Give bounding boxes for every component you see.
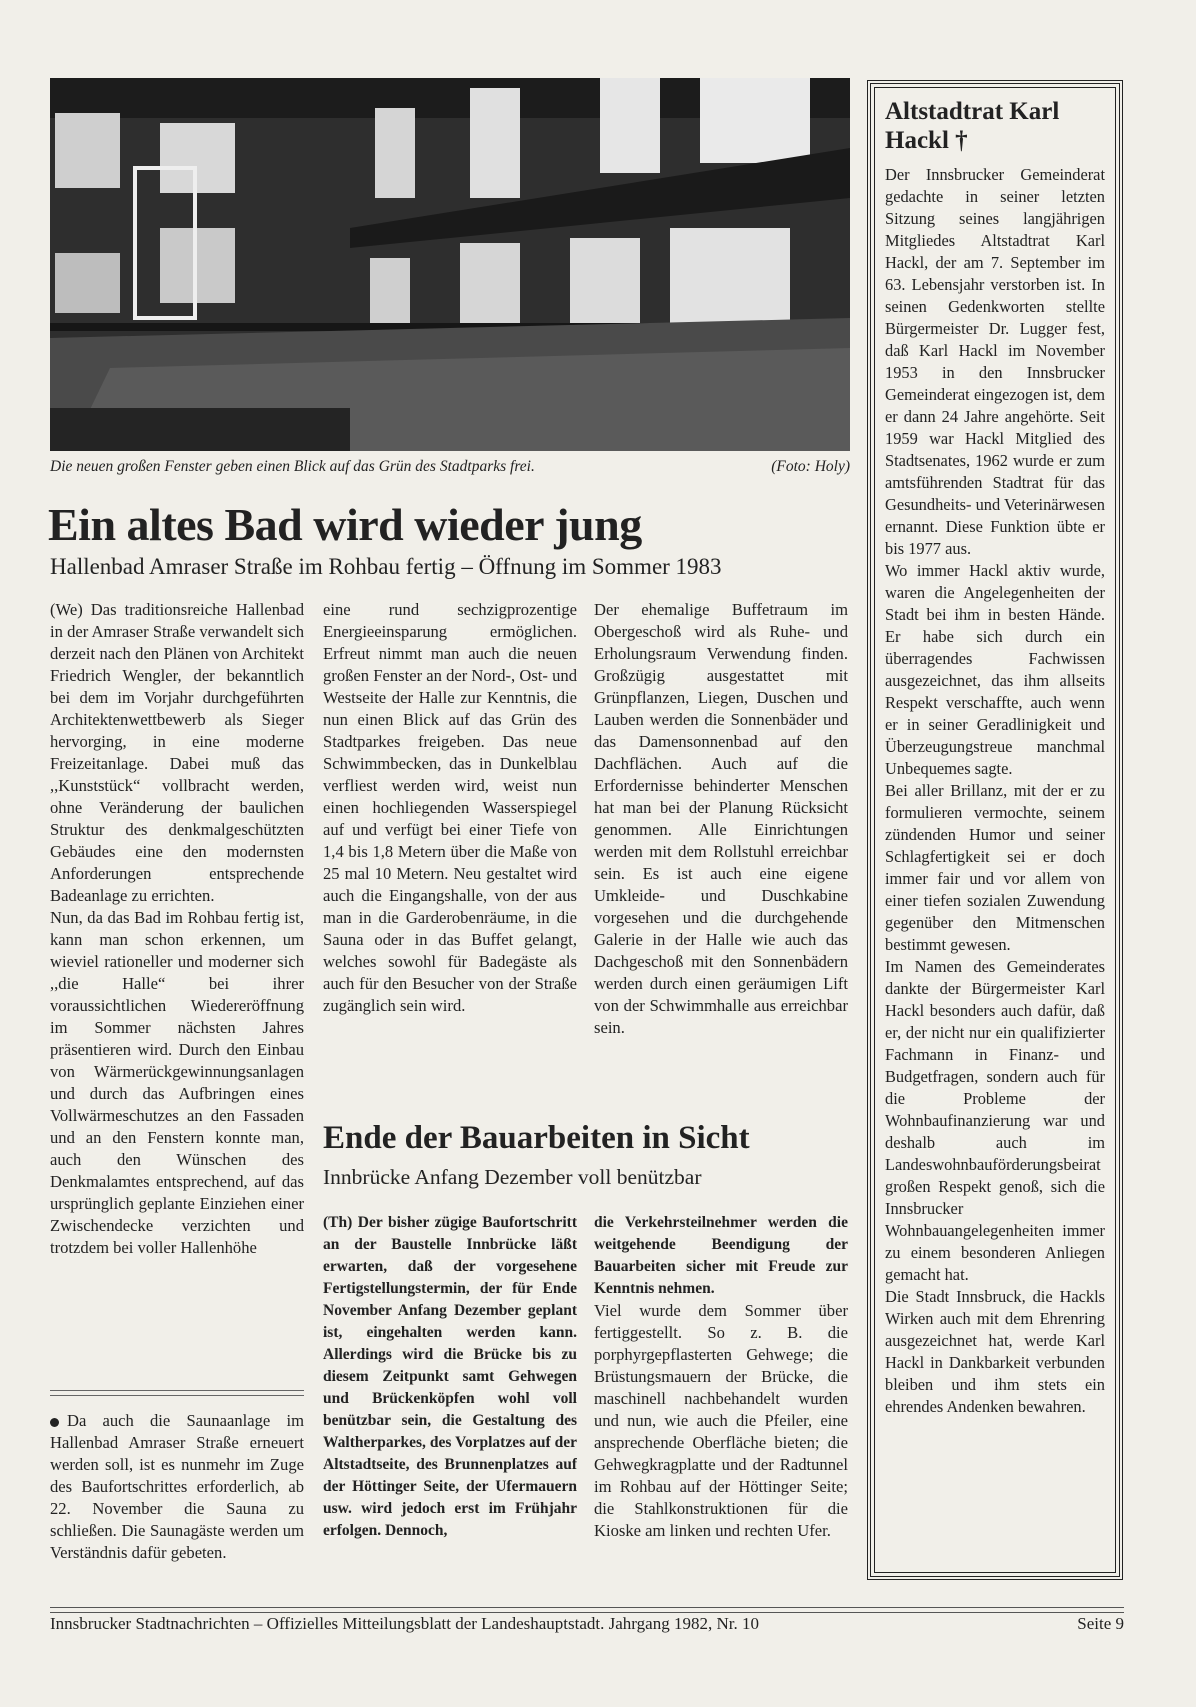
swimming-hall-photo [50, 78, 850, 451]
article-paragraph: Nun, da das Bad im Rohbau fertig ist, kann man schon erkennen, um wieviel rationeller und moderner sich ,,die Halle“ bei ihrer voraussichtlichen Wiedereröffnung im Sommer nächsten Jahres präsentieren wird. Durch den Einbau von Wärmerückgewinnungsanlagen und durch das Aufbringen eines Vollwärmeschutzes an den Fassaden und an den Fenstern konnte man, auch den Wünschen des Denkmalamtes entsprechend, auf das ursprünglich geplante Einziehen einer Zwischendecke verzichten und trotzdem bei voller Hallenhöhe [50, 908, 304, 1257]
article-paragraph: (We) Das traditionsreiche Hallenbad in der Amraser Straße verwandelt sich derzeit nach den Plänen von Architekt Friedrich Wengler, der bekanntlich bei dem im Vorjahr durchgeführten Architektenwettbewerb als Sieger hervorging, in eine moderne Freizeitanlage. Dabei muß das ,,Kunststück“ vollbracht werden, ohne Veränderung der baulichen Struktur des denkmalgeschützten Gebäudes eine den modernsten Anforderungen entsprechende Badeanlage zu errichten. [50, 600, 304, 905]
article-column-3 [594, 599, 848, 1089]
sidebar-paragraph: Die Stadt Innsbruck, die Hackls Wirken auch mit dem Ehrenring ausgezeichnet hat, werde Karl Hackl in Dankbarkeit verbunden bleiben und ihm stets ein ehrendes Andenken bewahren. [885, 1286, 1105, 1416]
article2-lead-continued: die Verkehrsteilnehmer werden die weitgehende Beendigung der Bauarbeiten sicher mit Freude zur Kenntnis nehmen. [594, 1214, 848, 1297]
article-paragraph: eine rund sechzigprozentige Energieeinsparung ermöglichen. Erfreut nimmt man auch die neuen großen Fenster an der Nord-, Ost- und Westseite der Halle zur Kenntnis, die nun einen Blick auf das Grün des Stadtparkes freigeben. Das neue Schwimmbecken, das in Dunkelblau verfliest werden wird, weist nun einen hochliegenden Wasserspiegel auf und verfügt bei einer Tiefe von 1,4 bis 1,8 Metern über die Maße von 25 mal 10 Metern. Neu gestaltet wird auch die Eingangshalle, von der aus man in die Garderobenräume, in die Sauna oder in das Buffet gelangt, welches sowohl für Badegäste als auch für den Besucher von der Straße zugänglich sein wird. [323, 600, 577, 1015]
article-paragraph: Der ehemalige Buffetraum im Obergeschoß wird als Ruhe- und Erholungsraum Verwendung finden. Großzügig ausgestattet mit Grünpflanzen, Liegen, Duschen und Lauben werden die Sonnenbäder und das Damensonnenbad auf den Dachflächen. Auch auf die Erfordernisse behinderter Menschen hat man bei der Planung Rücksicht genommen. Alle Einrichtungen werden mit dem Rollstuhl erreichbar sein. Es ist auch eine eigene Umkleide- und Duschkabine vorgesehen und die durchgehende Galerie in der Halle wie auch das Dachgeschoß mit den Sonnenbädern werden durch einen geräumigen Lift von der Schwimmhalle aus erreichbar sein. [594, 600, 848, 1037]
bullet-icon [50, 1418, 59, 1427]
page-footer [50, 1614, 1124, 1634]
article-column-1 [50, 599, 304, 1389]
article2-paragraph: Viel wurde dem Sommer über fertiggestellt. So z. B. die porphyrgepflasterten Gehwege; die Brüstungsmauern der Brücke, die maschinell nachbehandelt wurden und nun, wie auch die Pfeiler, eine ansprechende Oberfläche bieten; die Gehwegkragplatte und der Radtunnel im Rohbau auf der Höttinger Seite; die Stahlkonstruktionen für die Kioske am linken und rechten Ufer. [594, 1301, 848, 1540]
caption-text: Die neuen großen Fenster geben einen Blick auf das Grün des Stadtparks frei. [50, 458, 535, 475]
sidebar-paragraph: Wo immer Hackl aktiv wurde, waren die Angelegenheiten der Stadt bei ihm in besten Hände. Er habe sich durch ein überragendes Fachwissen ausgezeichnet, das ihm allseits Respekt verschaffte, auch wenn er in seiner Geradlinigkeit und Überzeugungstreue manchmal Unbequemes sagte. [885, 560, 1105, 778]
article2-lead: (Th) Der bisher zügige Baufortschritt an der Baustelle Innbrücke läßt erwarten, daß der vorgesehene Fertigstellungstermin, der für Ende November Anfang Dezember geplant ist, eingehalten werden kann. Allerdings wird die Brücke bis zu diesem Zeitpunkt samt Gehwegen und Brückenköpfen wohl voll benützbar sein, die Gestaltung des Waltherparkes, des Vorplatzes auf der Altstadtseite, des Brunnenplatzes auf der Höttinger Seite, der Ufermauern usw. wird jedoch erst im Frühjahr erfolgen. Dennoch, [323, 1214, 577, 1539]
photo-caption [50, 458, 850, 476]
article2-headline: Ende der Bauarbeiten in Sicht [323, 1120, 750, 1156]
sidebar-paragraph: Im Namen des Gemeinderates dankte der Bürgermeister Karl Hackl besonders auch dafür, daß er, der nicht nur ein qualifizierter Fachmann in Finanz- und Budgetfragen, sondern auch für die Probleme der Wohnbaufinanzierung war und deshalb auch im Landeswohnbauförderungsbeirat großen Respekt genoß, sich die Innsbrucker Wohnbauangelegenheiten immer zu einem besonderen Anliegen gemacht hat. [885, 956, 1105, 1284]
column-divider [50, 1390, 304, 1396]
obituary-sidebar [867, 80, 1123, 1580]
article-column-2 [323, 599, 577, 1089]
article2-column-1 [323, 1212, 577, 1592]
article-headline: Ein altes Bad wird wieder jung [48, 499, 642, 550]
photo-credit: (Foto: Holy) [771, 458, 850, 475]
page-number: Seite 9 [1077, 1614, 1124, 1633]
sidebar-paragraph: Bei aller Brillanz, mit der er zu formulieren vermochte, seinem zündenden Humor und seiner Schlagfertigkeit sei er doch immer fair und vor allem von einer tiefen sozialen Zuwendung gegenüber den Mitmenschen bestimmt gewesen. [885, 780, 1105, 954]
sidebar-title: Altstadtrat Karl Hackl † [885, 98, 1060, 154]
sidebar-paragraph: Der Innsbrucker Gemeinderat gedachte in seiner letzten Sitzung seines langjährigen Mitgliedes Altstadtrat Karl Hackl, der am 7. September im 63. Lebensjahr verstorben ist. In seinen Gedenkworten stellte Bürgermeister Dr. Lugger fest, daß Karl Hackl im November 1953 in den Innsbrucker Gemeinderat eingezogen ist, dem er dann 24 Jahre angehörte. Seit 1959 war Hackl Mitglied des Stadtsenates, 1962 wurde er zum amtsführenden Stadtrat für das Gesundheits- und Veterinärwesen ernannt. Diese Funktion übte er bis 1977 aus. [885, 164, 1105, 558]
article-subheadline: Hallenbad Amraser Straße im Rohbau fertig – Öffnung im Sommer 1983 [50, 554, 722, 579]
publication-line: Innsbrucker Stadtnachrichten – Offizielles Mitteilungsblatt der Landeshauptstadt. Jahrgang 1982, Nr. 10 [50, 1614, 759, 1633]
article2-column-2 [594, 1212, 848, 1592]
article2-subheadline: Innbrücke Anfang Dezember voll benützbar [323, 1165, 702, 1189]
sauna-note-text: Da auch die Saunaanlage im Hallenbad Amraser Straße erneuert werden soll, ist es nunmehr im Zuge des Baufortschrittes erforderlich, ab 22. November die Sauna zu schließen. Die Saunagäste werden um Verständnis dafür gebeten. [50, 1411, 304, 1562]
footer-rule [50, 1607, 1124, 1613]
sauna-notice [50, 1410, 304, 1590]
